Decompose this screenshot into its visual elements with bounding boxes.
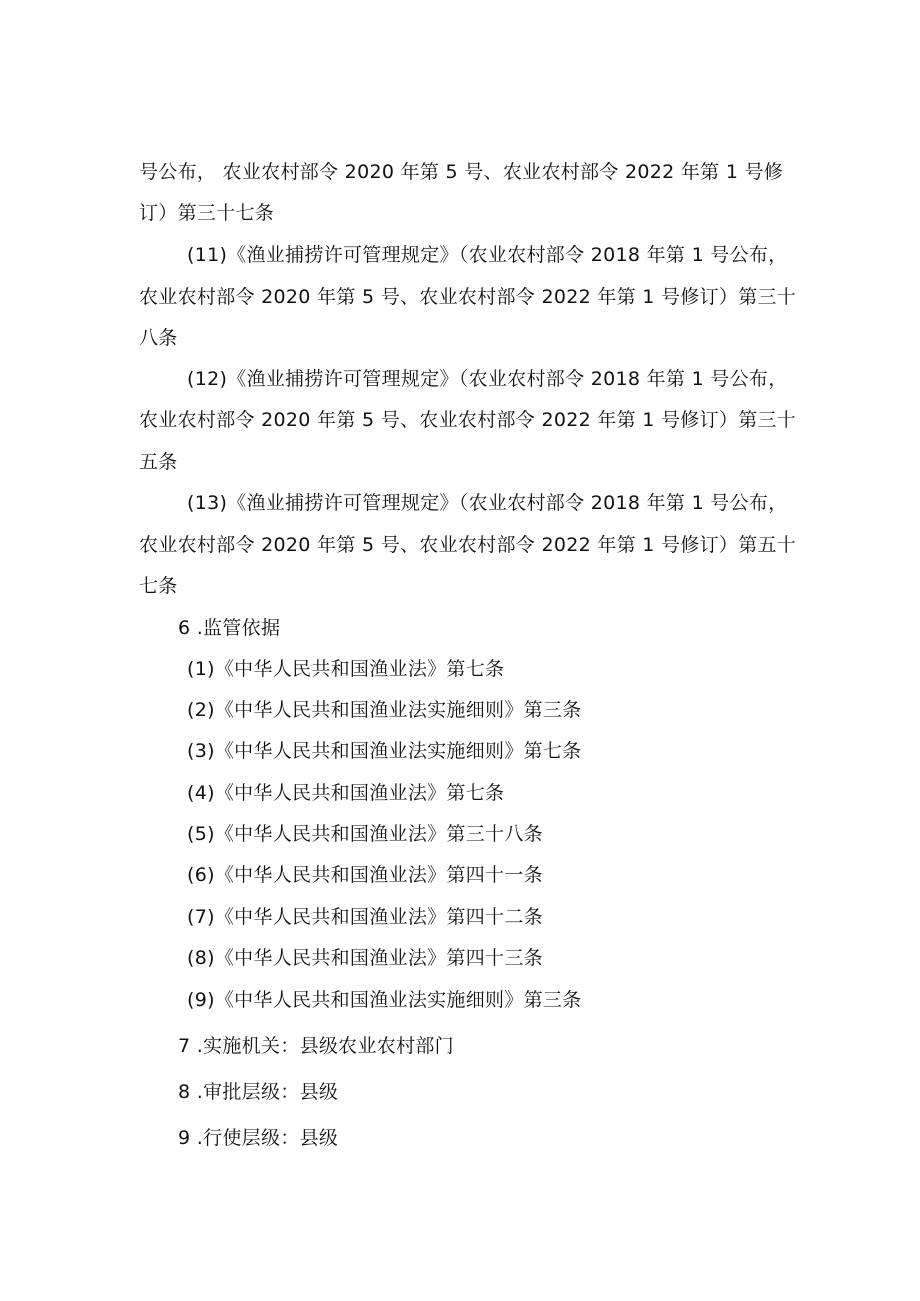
basis-item-13-line-1: (13)《渔业捕捞许可管理规定》（农业农村部令 2018 年第 1 号公布， — [187, 492, 788, 514]
basis-item-13-line-2: 农业农村部令 2020 年第 5 号、农业农村部令 2022 年第 1 号修订）第五十 — [139, 534, 797, 556]
supervision-item-1: (1)《中华人民共和国渔业法》第七条 — [187, 658, 505, 680]
section-6-heading: 6 .监管依据 — [178, 617, 281, 639]
supervision-item-6: (6)《中华人民共和国渔业法》第四十一条 — [187, 864, 543, 886]
basis-item-11-line-2: 农业农村部令 2020 年第 5 号、农业农村部令 2022 年第 1 号修订）第三十 — [139, 286, 797, 308]
continuation-line-2: 订）第三十七条 — [139, 202, 275, 224]
basis-item-12-line-1: (12)《渔业捕捞许可管理规定》（农业农村部令 2018 年第 1 号公布， — [187, 368, 788, 390]
section-7-implementing-agency: 7 .实施机关：县级农业农村部门 — [178, 1035, 454, 1057]
supervision-item-3: (3)《中华人民共和国渔业法实施细则》第七条 — [187, 740, 582, 762]
basis-item-13-line-3: 七条 — [139, 575, 178, 597]
basis-item-11-line-3: 八条 — [139, 327, 178, 349]
continuation-line-1: 号公布， 农业农村部令 2020 年第 5 号、农业农村部令 2022 年第 1 号修 — [139, 161, 784, 183]
supervision-item-7: (7)《中华人民共和国渔业法》第四十二条 — [187, 906, 543, 928]
supervision-item-4: (4)《中华人民共和国渔业法》第七条 — [187, 782, 505, 804]
basis-item-12-line-2: 农业农村部令 2020 年第 5 号、农业农村部令 2022 年第 1 号修订）第三十 — [139, 409, 797, 431]
supervision-item-2: (2)《中华人民共和国渔业法实施细则》第三条 — [187, 699, 582, 721]
basis-item-11-line-1: (11)《渔业捕捞许可管理规定》（农业农村部令 2018 年第 1 号公布， — [187, 244, 788, 266]
section-9-exercise-level: 9 .行使层级：县级 — [178, 1127, 339, 1149]
supervision-item-8: (8)《中华人民共和国渔业法》第四十三条 — [187, 947, 543, 969]
supervision-item-9: (9)《中华人民共和国渔业法实施细则》第三条 — [187, 989, 582, 1011]
section-8-approval-level: 8 .审批层级：县级 — [178, 1081, 339, 1103]
supervision-item-5: (5)《中华人民共和国渔业法》第三十八条 — [187, 823, 543, 845]
basis-item-12-line-3: 五条 — [139, 451, 178, 473]
